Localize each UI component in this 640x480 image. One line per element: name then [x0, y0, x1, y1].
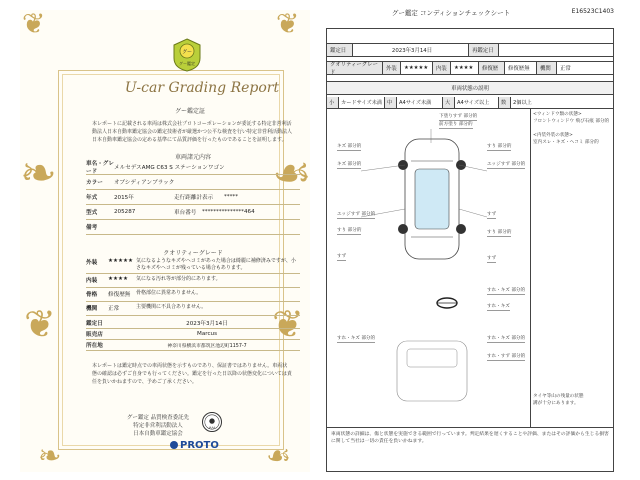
- address-row: [86, 340, 300, 351]
- inspection-info-table: [86, 318, 300, 351]
- address-label: 所在地: [86, 343, 103, 349]
- damage-label-17: すれ・すず 部分的: [487, 354, 526, 359]
- car-outline-diagram: [327, 109, 531, 427]
- goo-kantei-badge-icon: [172, 38, 202, 72]
- svg-text:JAAA: JAAA: [208, 426, 216, 430]
- frame-description: 骨格部位に異常ありません。: [136, 290, 202, 296]
- report-subtitle: グー鑑定証: [174, 108, 205, 115]
- damage-label-1: 下塗りすず 部分的: [439, 114, 478, 119]
- engine-rating: 正常: [108, 306, 120, 312]
- vehicle-name-value: メルセデスAMG C63 S ステーションワゴン: [114, 165, 225, 171]
- chassis-number-value: ***************464: [202, 209, 255, 215]
- damage-label-11: すず: [337, 254, 347, 259]
- vehicle-notes-label: 備考: [86, 225, 98, 231]
- quality-section-title: クオリティーグレード: [163, 250, 223, 257]
- legend-small-label: 小: [327, 97, 339, 108]
- svg-text:グー鑑定: グー鑑定: [179, 61, 195, 66]
- svg-text:グー: グー: [181, 49, 193, 56]
- vehicle-row-name: [86, 160, 300, 175]
- jaaa-seal-icon: [202, 412, 222, 432]
- report-title: U-car Grading Report: [124, 80, 280, 96]
- recheck-value: [499, 44, 613, 56]
- damage-label-6: キズ 部分的: [337, 162, 362, 167]
- legend-medium-desc: A4サイズ未満: [397, 97, 443, 108]
- shop-value: Marcus: [197, 331, 217, 337]
- damage-label-8: すり 部分的: [337, 228, 362, 233]
- quality-row-engine: [86, 302, 300, 316]
- recheck-label: 再鑑定日: [469, 44, 499, 56]
- condition-title: 車両状態の説明: [451, 86, 489, 92]
- sheet-id: E16523C1403: [571, 8, 614, 15]
- frame-rating: 修復歴無: [108, 292, 131, 298]
- engine-label: 機関: [86, 306, 98, 312]
- sheet-repair-value: 修復歴無: [505, 62, 537, 74]
- damage-label-5: エッジすず 部分的: [487, 162, 526, 167]
- sheet-exterior-value: ★★★★★: [401, 62, 433, 74]
- ornament-top-right: ❦: [276, 7, 300, 40]
- interior-label: 内装: [86, 278, 98, 284]
- ornament-right-swirl: ☙: [272, 148, 312, 199]
- damage-label-9: すず: [487, 212, 497, 217]
- sheet-header: [326, 4, 614, 24]
- sheet-disclaimer: 車両状態の詳細は、傷と状態を実施できる範囲で行っています。判定結果を遅くすることや評価、またはその評価から生じる損害に関して当社は一切の責任を負いかねます。: [327, 427, 613, 471]
- dates-row: [327, 43, 613, 57]
- sheet-repair-label: 修復歴: [479, 62, 505, 74]
- vehicle-row-model: [86, 205, 300, 220]
- frame-label: 骨格: [86, 292, 98, 298]
- proto-logo-text: PROTO: [180, 440, 219, 451]
- legend-large-label: 大: [443, 97, 455, 108]
- vehicle-table: [86, 160, 300, 235]
- inspection-date-row: [86, 318, 300, 329]
- sheet-exterior-label: 外装: [383, 62, 401, 74]
- proto-logo: [170, 440, 219, 451]
- vehicle-section-title: 車両諸元内容: [174, 154, 211, 161]
- sheet-interior-value: ★★★★: [451, 62, 479, 74]
- condition-check-sheet: [326, 28, 614, 472]
- vehicle-name-label: 車名・グレード: [86, 161, 114, 175]
- legend-medium-label: 中: [385, 97, 397, 108]
- quality-table: [86, 256, 300, 316]
- ornament-left-swirl: ❧: [20, 148, 57, 199]
- vehicle-model-label: 型式: [86, 210, 98, 216]
- interior-rating: ★★★★: [108, 276, 129, 282]
- damage-label-10: すり 部分的: [487, 230, 512, 235]
- damage-label-16: すれ・キズ 部分的: [487, 336, 526, 341]
- quality-row-frame: [86, 288, 300, 302]
- ornament-bottom-left: ❧: [38, 439, 62, 472]
- damage-label-7: エッジすず 部分的: [337, 212, 376, 217]
- ornament-top-left: ❦: [22, 7, 46, 40]
- sheet-title: グー鑑定 コンディションチェックシート: [391, 9, 511, 17]
- sheet-interior-label: 内装: [433, 62, 451, 74]
- legend-count-label: 数: [499, 97, 511, 108]
- condition-title-row: [327, 81, 613, 95]
- damage-label-4: すり 部分的: [487, 144, 512, 149]
- ornament-right-vine: ❦: [272, 302, 304, 346]
- damage-label-15: すれ・キズ 部分的: [337, 336, 376, 341]
- damage-label-3: キズ 部分的: [337, 144, 362, 149]
- ornament-bottom-right: ☙: [266, 439, 292, 472]
- quality-row-interior: [86, 274, 300, 288]
- inspection-date-value: 2023年3月14日: [186, 321, 228, 327]
- inspection-date-label: 鑑定日: [86, 321, 103, 327]
- tire-notes: タイヤ等山の残量の状態 溝が十分にあります。: [533, 394, 584, 406]
- exterior-label: 外装: [86, 260, 98, 266]
- vehicle-row-notes: [86, 220, 300, 235]
- date-label: 鑑定日: [327, 44, 353, 56]
- address-value: 神奈川県横浜市都筑区池辺町1157-7: [167, 343, 247, 349]
- engine-description: 主要機関に不具合ありません。: [136, 304, 207, 310]
- vehicle-year-value: 2015年: [114, 195, 134, 201]
- chassis-number-label: 車台番号: [174, 210, 197, 216]
- damage-label-13: すれ・キズ 部分的: [487, 288, 526, 293]
- vehicle-row-year: [86, 190, 300, 205]
- legend-large-desc: A4サイズ以上: [455, 97, 499, 108]
- sheet-engine-label: 機関: [537, 62, 557, 74]
- vehicle-row-color: [86, 175, 300, 190]
- grades-row: [327, 61, 613, 75]
- ornament-left-vine: ❦: [24, 302, 56, 346]
- vehicle-color-label: カラー: [86, 180, 103, 186]
- organization-text: グー鑑定 品質検査委託先 特定非営利活動法人 日本自動車鑑定協会: [126, 415, 190, 437]
- damage-diagram: [327, 109, 531, 427]
- sheet-engine-value: 正常: [560, 66, 571, 72]
- size-legend: [327, 97, 613, 109]
- grade-label: クオリティーグレード: [327, 62, 383, 74]
- grading-certificate: [20, 7, 312, 472]
- legend-count-desc: 2個以上: [513, 100, 532, 106]
- vehicle-year-label: 年式: [86, 195, 98, 201]
- window-interior-notes: <ウィンドウ類の状態> フロントウィンドウ 飛び石痕 部分的 <内装外装の状態> 室内スレ・キズ・ヘコミ 部分的: [533, 112, 610, 145]
- report-disclaimer: 本レポートは鑑定時点での車両状態を示すものであり、保証書ではありません。車両状態の確認は必ずご自身でも行ってください。鑑定を行った日以降の状態変化については責任を負いかねますので、予めご了承ください。: [92, 363, 292, 385]
- shop-label: 販売店: [86, 332, 103, 338]
- shop-row: [86, 329, 300, 340]
- vehicle-color-value: オブシディアンブラック: [114, 180, 175, 186]
- odometer-label: 走行距離計表示: [174, 195, 214, 201]
- damage-label-2: 前方塗り 部分的: [439, 122, 473, 127]
- exterior-rating: ★★★★★: [108, 258, 134, 264]
- odometer-value: *****: [224, 194, 238, 200]
- vehicle-model-value: 205287: [114, 209, 136, 215]
- proto-logo-icon: [170, 441, 178, 449]
- damage-label-12: すず: [487, 256, 497, 261]
- damage-label-14: すれ・キズ: [487, 304, 510, 309]
- legend-small-desc: カードサイズ未満: [339, 97, 385, 108]
- exterior-description: 気になるようなキズやヘコミがあった場合は綺麗に補修済みですが、小さなキズやヘコミが残っている場合もあります。: [136, 258, 296, 271]
- interior-description: 気になる汚れ等が部分的にあります。: [136, 276, 221, 282]
- quality-row-exterior: [86, 256, 300, 274]
- report-intro: 本レポートに記載される車両は株式会社プロトコーポレーションが委託する特定非営利活動法人日本自動車鑑定協会の鑑定技術者が厳選かつ公平な検査を行い特定非営利活動法人日本自動車鑑定協会の定める基準にて品質評価を行ったものであることを証明します。: [92, 121, 293, 143]
- date-value: 2023年3月14日: [353, 44, 469, 56]
